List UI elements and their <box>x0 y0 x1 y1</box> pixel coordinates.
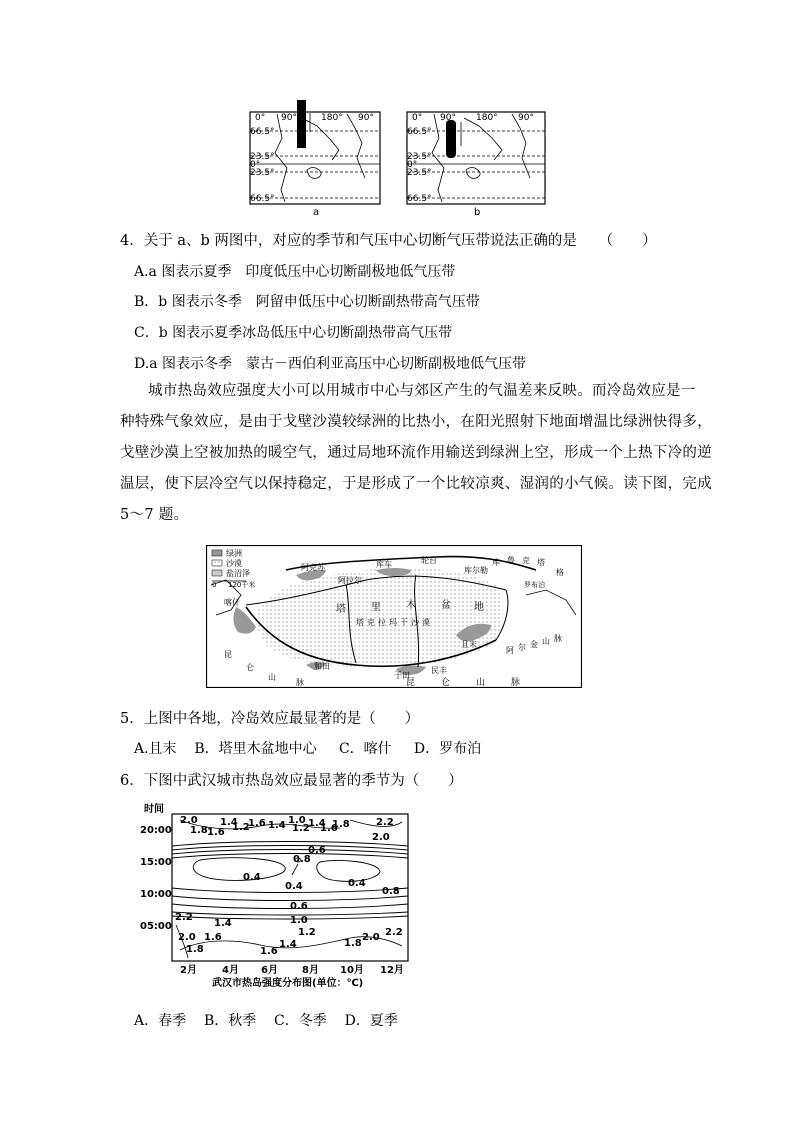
chart-caption: 武汉市热岛强度分布图(单位：℃) <box>212 978 364 989</box>
place-yutian: 于田 <box>394 671 410 680</box>
kuruk-2: 鲁 <box>507 556 515 565</box>
q5-stem: 5．上图中各地，冷岛效应最显著的是（ ） <box>120 711 420 727</box>
map-b <box>407 112 545 218</box>
b-lat-66n: 66.5° <box>407 127 432 137</box>
a-lon-180: 180° <box>321 113 343 123</box>
b-lat-66s: 66.5° <box>407 194 432 204</box>
legend-salt-marsh: 盐沼泽 <box>226 569 250 578</box>
b-lon-90e: 90° <box>518 113 534 123</box>
contour-labels <box>175 815 403 957</box>
passage-line-5: 5～7 题。 <box>120 507 189 523</box>
b-lon-90w: 90° <box>440 113 456 123</box>
kunlun-s-3: 山 <box>476 678 486 688</box>
cl-5: 1.2 <box>232 822 250 833</box>
cl-24: 2.0 <box>178 932 196 943</box>
cl-12: 2.2 <box>376 817 394 828</box>
cl-14: 0.6 <box>308 845 326 856</box>
altun-3: 金 <box>530 640 538 649</box>
q5-option-d: D．罗布泊 <box>413 741 482 757</box>
place-kuqa: 库车 <box>376 560 392 569</box>
altun-4: 山 <box>542 637 550 646</box>
kunlun-w-2: 仑 <box>246 663 254 672</box>
x-tick-jun: 6月 <box>261 965 278 976</box>
a-lat-66n: 66.5° <box>250 127 275 137</box>
tarim-map <box>206 545 582 688</box>
cl-31: 2.0 <box>362 932 380 943</box>
cl-30: 1.8 <box>344 938 362 949</box>
kunlun-s-2: 仑 <box>441 678 451 688</box>
x-tick-dec: 12月 <box>380 965 404 976</box>
kunlun-s-1: 昆 <box>406 678 416 688</box>
q6-option-c: C．冬季 <box>274 1013 327 1029</box>
basin-char-4: 盆 <box>441 600 451 611</box>
cl-3: 1.8 <box>190 825 208 836</box>
passage-line-3: 戈壁沙漠上空被加热的暖空气，通过局地环流作用输送到绿洲上空，形成一个上热下冷的逆 <box>120 445 712 461</box>
cl-26: 1.4 <box>214 918 232 929</box>
caption-a: a <box>313 207 320 218</box>
passage <box>120 376 712 531</box>
cl-23: 2.2 <box>175 912 193 923</box>
passage-line-2: 种特殊气象效应，是由于戈壁沙漠较绿洲的比热小，在阳光照射下地面增温比绿洲快得多， <box>120 414 712 430</box>
cl-13: 2.0 <box>372 832 390 843</box>
place-minfeng: 民丰 <box>431 666 447 675</box>
y-tick-1500: 15:00 <box>140 857 172 868</box>
cl-28: 1.4 <box>279 939 297 950</box>
basin-char-1: 塔 <box>336 604 346 615</box>
cl-25: 1.8 <box>186 944 204 955</box>
map-a <box>250 100 380 218</box>
q4-option-d: D.a 图表示冬季 蒙古－西伯利亚高压中心切断副极地低气压带 <box>134 356 526 372</box>
b-lat-23n: 23.5° <box>407 152 432 162</box>
q6-option-a: A．春季 <box>134 1013 187 1029</box>
q4-option-c: C．b 图表示夏季冰岛低压中心切断副热带高气压带 <box>134 325 453 341</box>
b-lat-0: 0° <box>407 160 418 170</box>
place-lop-nur: 罗布泊 <box>524 581 545 589</box>
legend-desert: 沙漠 <box>226 559 242 568</box>
place-hotan: 和田 <box>314 662 330 671</box>
x-tick-aug: 8月 <box>302 965 319 976</box>
scale-label: 120千米 <box>228 581 256 589</box>
tarim-map-svg <box>206 545 582 688</box>
cl-21: 1.0 <box>290 915 308 926</box>
y-tick-1000: 10:00 <box>140 889 172 900</box>
b-lat-23s: 23.5° <box>407 168 432 178</box>
q6-option-b: B．秋季 <box>203 1013 257 1029</box>
kunlun-w-4: 脉 <box>296 678 304 687</box>
y-axis-title: 时间 <box>144 804 164 815</box>
kunlun-w-1: 昆 <box>224 650 232 659</box>
caption-b: b <box>474 207 481 218</box>
cl-10: 1.6 <box>320 823 338 834</box>
cl-19: 0.8 <box>382 886 400 897</box>
place-luntai: 轮台 <box>421 556 437 565</box>
y-tick-2000: 20:00 <box>140 825 172 836</box>
heat-island-chart-svg <box>140 800 415 1000</box>
cl-18: 0.4 <box>348 878 366 889</box>
cl-4: 1.6 <box>207 827 225 838</box>
cl-1: 1.4 <box>220 817 238 828</box>
basin-char-2: 里 <box>371 602 381 613</box>
kunlun-w-3: 山 <box>268 673 276 682</box>
cl-8: 1.2 <box>292 823 310 834</box>
b-lon-180: 180° <box>476 113 498 123</box>
cl-6: 1.4 <box>268 820 286 831</box>
q5-option-b: B．塔里木盆地中心 <box>194 741 317 757</box>
passage-line-1: 城市热岛效应强度大小可以用城市中心与郊区产生的气温差来反映。而冷岛效应是一 <box>148 383 696 399</box>
x-tick-oct: 10月 <box>340 965 364 976</box>
heat-island-chart <box>140 800 415 1000</box>
basin-char-5: 地 <box>474 602 484 613</box>
scale-zero: 0 <box>212 581 217 589</box>
pressure-maps-figure <box>247 98 547 218</box>
cl-0: 2.0 <box>180 815 198 826</box>
cl-11: 1.8 <box>332 819 350 830</box>
a-lat-0: 0° <box>250 160 261 170</box>
kunlun-s-4: 脉 <box>511 678 521 688</box>
place-alar: 阿拉尔 <box>338 576 362 585</box>
q5-options <box>134 738 481 758</box>
altun-1: 阿 <box>506 646 514 655</box>
b-lon-0: 0° <box>412 113 423 123</box>
a-lat-23n: 23.5° <box>250 152 275 162</box>
kuruk-4: 塔 <box>537 558 545 567</box>
basin-char-3: 木 <box>406 600 416 611</box>
kuruk-3: 克 <box>522 556 530 565</box>
cl-15: 0.8 <box>293 854 311 865</box>
q4-option-a: A.a 图表示夏季 印度低压中心切断副极地低气压带 <box>134 264 456 280</box>
a-lon-90e: 90° <box>358 113 374 123</box>
cl-32: 2.2 <box>385 927 403 938</box>
x-tick-feb: 2月 <box>180 965 197 976</box>
place-kashgar: 喀什 <box>224 598 240 607</box>
kuruk-5: 格 <box>556 568 564 577</box>
cl-27: 1.6 <box>204 932 222 943</box>
place-korla: 库尔勒 <box>464 566 488 575</box>
q4-option-b: B．b 图表示冬季 阿留申低压中心切断副热带高气压带 <box>134 294 480 310</box>
cl-20: 0.6 <box>290 901 308 912</box>
cl-2: 1.6 <box>248 818 266 829</box>
place-qiemo: 且末 <box>461 640 477 649</box>
altun-2: 尔 <box>518 643 526 652</box>
place-aksu: 阿克苏 <box>301 563 325 572</box>
pressure-maps-svg <box>247 98 547 218</box>
cl-29: 1.6 <box>260 946 278 957</box>
cl-9: 1.4 <box>308 818 326 829</box>
q6-options <box>134 1010 398 1030</box>
a-lon-90w: 90° <box>281 113 297 123</box>
q5-option-c: C．喀什 <box>338 741 392 757</box>
cl-17: 0.4 <box>285 881 303 892</box>
legend-oasis: 绿洲 <box>226 549 242 558</box>
y-tick-0500: 05:00 <box>140 921 172 932</box>
a-lat-66s: 66.5° <box>250 194 275 204</box>
cl-22: 1.2 <box>298 927 316 938</box>
desert-name: 塔克拉玛干沙漠 <box>356 618 433 627</box>
cl-16: 0.4 <box>243 872 261 883</box>
altun-5: 脉 <box>554 634 562 643</box>
x-tick-apr: 4月 <box>222 965 239 976</box>
kuruk-1: 库 <box>492 558 500 567</box>
a-lon-0: 0° <box>255 113 266 123</box>
q4-stem: 4．关于 a、b 两图中，对应的季节和气压中心切断气压带说法正确的是 （ ） <box>120 233 657 249</box>
q6-option-d: D．夏季 <box>344 1013 398 1029</box>
q6-stem: 6．下图中武汉城市热岛效应最显著的季节为（ ） <box>120 773 463 789</box>
cl-7: 1.0 <box>288 815 306 826</box>
a-lat-23s: 23.5° <box>250 168 275 178</box>
passage-line-4: 温层，使下层冷空气以保持稳定，于是形成了一个比较凉爽、湿润的小气候。读下图，完成 <box>120 476 712 492</box>
q5-option-a: A.且末 <box>134 741 177 757</box>
